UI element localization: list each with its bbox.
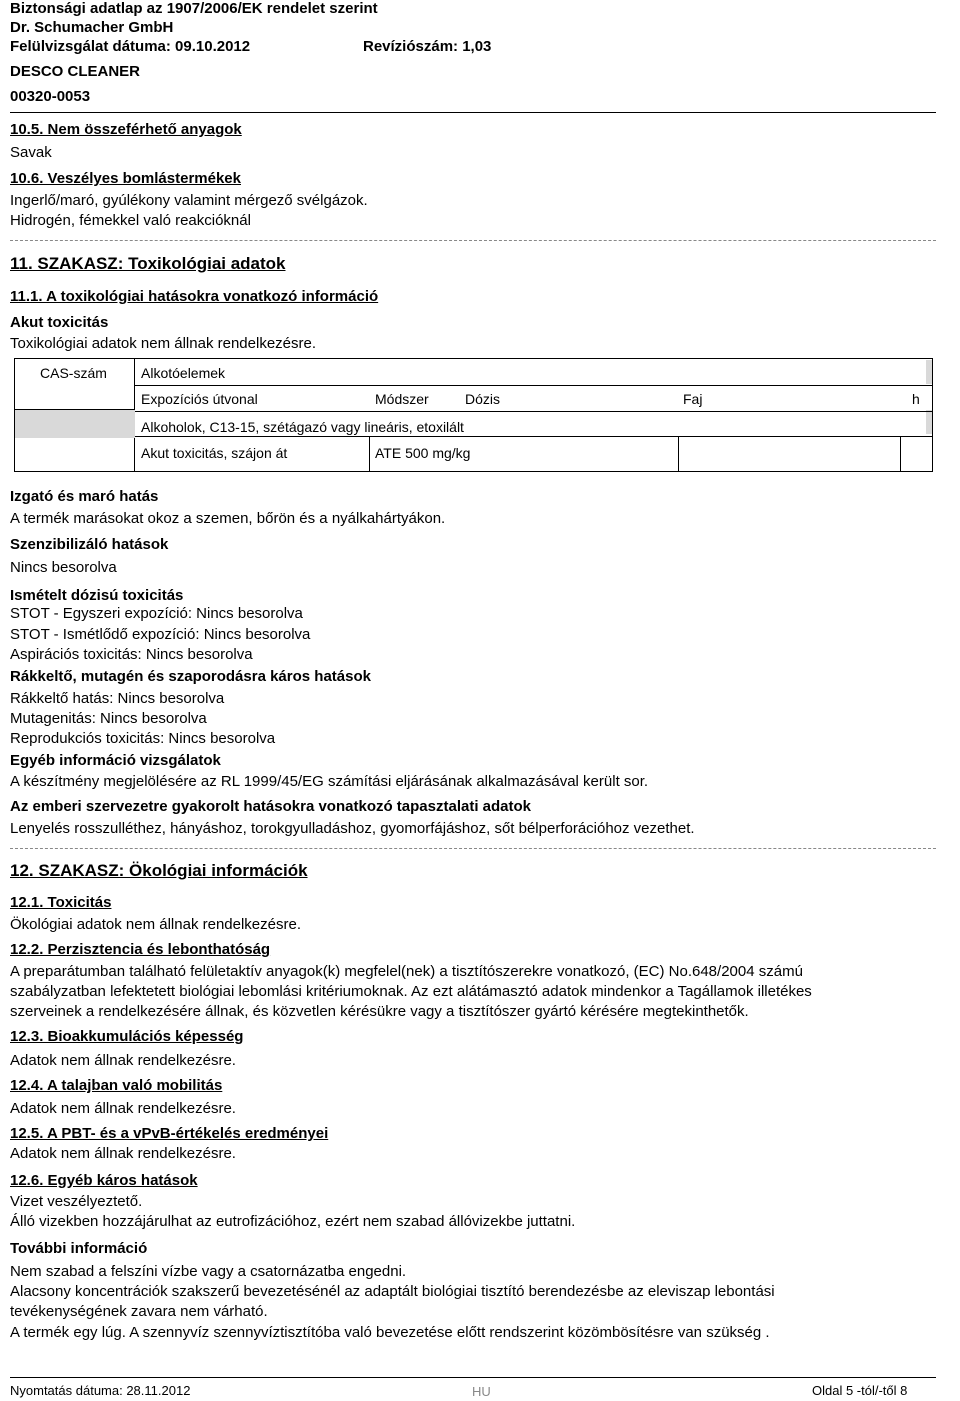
table-shade-left: [15, 410, 135, 438]
print-date: Nyomtatás dátuma: 28.11.2012: [10, 1383, 191, 1398]
text-12-5: Adatok nem állnak rendelkezésre.: [10, 1145, 236, 1162]
further-info-heading: További információ: [10, 1240, 148, 1257]
header-divider: [10, 112, 936, 113]
text-10-6-b: Hidrogén, fémekkel való reakcióknál: [10, 212, 251, 229]
text-12-4: Adatok nem állnak rendelkezésre.: [10, 1100, 236, 1117]
col-exposure-route: Expozíciós útvonal: [141, 391, 258, 407]
heading-12-1: 12.1. Toxicitás: [10, 894, 112, 911]
table-cell-divider-3: [900, 436, 901, 472]
product-code: 00320-0053: [10, 88, 91, 105]
text-12-6-a: Vizet veszélyeztető.: [10, 1193, 143, 1210]
col-dose: Dózis: [465, 391, 501, 407]
text-12-2-c: szerveinek a rendelkezésére állnak, és közvetlen kérésükre vagy a tisztítószer gyártó kérésére megtekinthetők.: [10, 1003, 749, 1020]
heading-12-6: 12.6. Egyéb káros hatások: [10, 1172, 198, 1189]
table-row-divider-1: [135, 385, 932, 386]
table-cell-divider-1: [369, 436, 370, 472]
heading-12-5: 12.5. A PBT- és a vPvB-értékelés eredményei: [10, 1125, 329, 1142]
human-experience-text: Lenyelés rosszulléthez, hányáshoz, torokgyulladáshoz, gyomorfájáshoz, sőt bélperforációhoz vezethet.: [10, 820, 695, 837]
irritant-heading: Izgató és maró hatás: [10, 488, 159, 505]
table-row-divider-a: [15, 386, 135, 410]
col-cas-number: CAS-szám: [40, 365, 107, 381]
row-component-name: Alkoholok, C13-15, szétágazó vagy lineáris, etoxilált: [141, 419, 464, 435]
further-info-text-3: tevékenységének zavara nem várható.: [10, 1303, 268, 1320]
cmr-text-1: Rákkeltő hatás: Nincs besorolva: [10, 690, 225, 707]
heading-11-1: 11.1. A toxikológiai hatásokra vonatkozó információ: [10, 288, 379, 305]
cmr-heading: Rákkeltő, mutagén és szaporodásra káros hatások: [10, 668, 371, 685]
section-divider: [10, 848, 936, 849]
text-12-3: Adatok nem állnak rendelkezésre.: [10, 1052, 236, 1069]
irritant-text: A termék marásokat okoz a szemen, bőrön és a nyálkahártyákon.: [10, 510, 446, 527]
product-name: DESCO CLEANER: [10, 63, 141, 80]
acute-toxicity-text: Toxikológiai adatok nem állnak rendelkezésre.: [10, 335, 317, 352]
human-experience-heading: Az emberi szervezetre gyakorolt hatásokra vonatkozó tapasztalati adatok: [10, 798, 532, 815]
table-row-divider-3: [135, 436, 932, 437]
language-code: HU: [472, 1384, 491, 1399]
text-12-6-b: Álló vizekben hozzájárulhat az eutrofizációhoz, ezért nem szabad állóvizekbe juttatni.: [10, 1213, 576, 1230]
heading-12-2: 12.2. Perzisztencia és lebonthatóság: [10, 941, 271, 958]
repeated-dose-text-2: STOT - Ismétlődő expozíció: Nincs besorolva: [10, 626, 311, 643]
text-10-6-a: Ingerlő/maró, gyúlékony valamint mérgező svélgázok.: [10, 192, 368, 209]
section-11-title: 11. SZAKASZ: Toxikológiai adatok: [10, 254, 286, 273]
table-cell-divider-2: [678, 436, 679, 472]
heading-10-5: 10.5. Nem összeférhető anyagok: [10, 121, 242, 138]
revision-number: Revíziószám: 1,03: [363, 38, 492, 55]
section-12-title: 12. SZAKASZ: Ökológiai információk: [10, 861, 308, 880]
col-component: Alkotóelemek: [141, 365, 226, 381]
text-12-2-b: szabályzatban lefektetett biológiai lebomlási kritériumoknak. Az ezt alátámasztó adatok mindenkor a Tagállamok illetékes: [10, 983, 812, 1000]
company-name: Dr. Schumacher GmbH: [10, 19, 174, 36]
repeated-dose-heading: Ismételt dózisú toxicitás: [10, 587, 184, 604]
sensitization-heading: Szenzibilizáló hatások: [10, 536, 169, 553]
acute-toxicity-heading: Akut toxicitás: [10, 314, 109, 331]
section-divider: [10, 240, 936, 241]
repeated-dose-text-1: STOT - Egyszeri expozíció: Nincs besorolva: [10, 605, 303, 622]
sensitization-text: Nincs besorolva: [10, 559, 117, 576]
page-number: Oldal 5 -tól/-től 8: [812, 1383, 908, 1398]
review-date: Felülvizsgálat dátuma: 09.10.2012: [10, 38, 251, 55]
row-dose-value: ATE 500 mg/kg: [375, 445, 471, 461]
repeated-dose-text-3: Aspirációs toxicitás: Nincs besorolva: [10, 646, 253, 663]
further-info-text-2: Alacsony koncentrációk szakszerű bevezetésénél az adaptált biológiai tisztító berendezésbe az eleviszap lebontási: [10, 1283, 775, 1300]
other-info-text: A készítmény megjelölésére az RL 1999/45/EG számítási eljárásának alkalmazásával került sor.: [10, 773, 649, 790]
row-exposure-route: Akut toxicitás, szájon át: [141, 445, 288, 461]
footer-divider: [10, 1377, 936, 1378]
further-info-text-1: Nem szabad a felszíni vízbe vagy a csatornázatba engedni.: [10, 1263, 407, 1280]
col-species: Faj: [683, 391, 703, 407]
table-shade-top: [926, 360, 932, 384]
further-info-text-4: A termék egy lúg. A szennyvíz szennyvíztisztítóba való bevezetése előtt rendszerint közömbösítésre van szükség .: [10, 1324, 770, 1341]
cmr-text-3: Reprodukciós toxicitás: Nincs besorolva: [10, 730, 276, 747]
heading-10-6: 10.6. Veszélyes bomlástermékek: [10, 170, 241, 187]
col-h: h: [912, 391, 920, 407]
text-10-5: Savak: [10, 144, 52, 161]
document-title: Biztonsági adatlap az 1907/2006/EK rendelet szerint: [10, 0, 378, 17]
col-method: Módszer: [375, 391, 429, 407]
heading-12-3: 12.3. Bioakkumulációs képesség: [10, 1028, 244, 1045]
heading-12-4: 12.4. A talajban való mobilitás: [10, 1077, 223, 1094]
other-info-heading: Egyéb információ vizsgálatok: [10, 752, 221, 769]
text-12-2-a: A preparátumban található felületaktív anyagok(k) megfelel(nek) a tisztítószerekre vonatkozó, (EC) No.648/2004 számú: [10, 963, 803, 980]
cmr-text-2: Mutagenitás: Nincs besorolva: [10, 710, 207, 727]
table-row-divider-2: [135, 411, 932, 412]
table-shade-right: [926, 410, 932, 434]
text-12-1: Ökológiai adatok nem állnak rendelkezésre.: [10, 916, 301, 933]
